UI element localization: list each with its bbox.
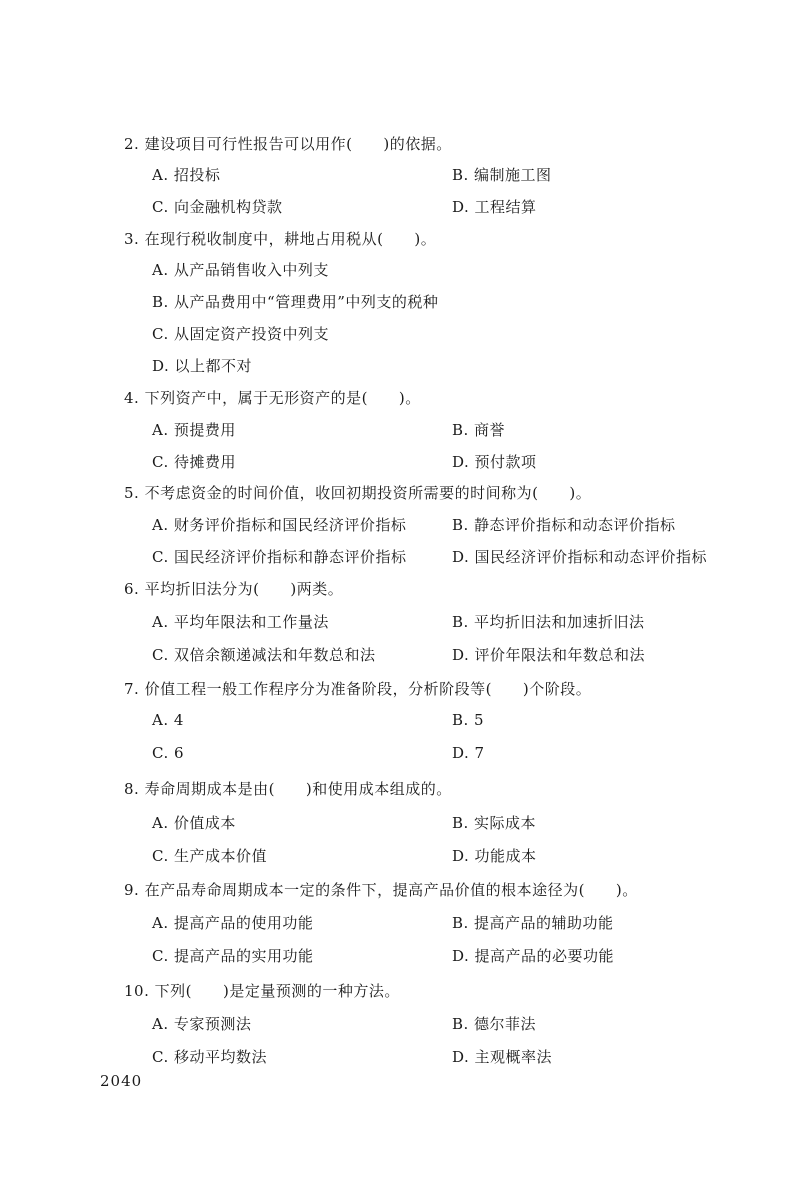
question-10-option-d: D. 主观概率法 — [452, 1048, 553, 1066]
question-7-option-d: D. 7 — [452, 744, 485, 762]
question-9-option-d: D. 提高产品的必要功能 — [452, 947, 615, 965]
question-3-option-d: D. 以上都不对 — [152, 357, 253, 375]
question-5-option-b: B. 静态评价指标和动态评价指标 — [452, 516, 676, 534]
question-3-option-b: B. 从产品费用中“管理费用”中列支的税种 — [152, 293, 439, 311]
question-4-option-a: A. 预提费用 — [152, 421, 236, 439]
question-7-option-c: C. 6 — [152, 744, 185, 762]
question-8-option-d: D. 功能成本 — [452, 847, 537, 865]
question-8-option-c: C. 生产成本价值 — [152, 847, 267, 865]
question-3-option-a: A. 从产品销售收入中列支 — [152, 261, 329, 279]
question-2-option-d: D. 工程结算 — [452, 198, 537, 216]
question-10-option-c: C. 移动平均数法 — [152, 1048, 267, 1066]
question-3-stem: 3. 在现行税收制度中，耕地占用税从( )。 — [124, 230, 437, 248]
question-7-option-b: B. 5 — [452, 711, 485, 729]
question-10-option-b: B. 德尔菲法 — [452, 1015, 537, 1033]
question-2-option-a: A. 招投标 — [152, 166, 221, 184]
question-4-stem: 4. 下列资产中，属于无形资产的是( )。 — [124, 389, 421, 407]
question-6-option-c: C. 双倍余额递减法和年数总和法 — [152, 646, 376, 664]
question-2-option-b: B. 编制施工图 — [452, 166, 552, 184]
question-8-stem: 8. 寿命周期成本是由( )和使用成本组成的。 — [124, 780, 452, 798]
question-2-stem: 2. 建设项目可行性报告可以用作( )的依据。 — [124, 135, 452, 153]
question-5-option-c: C. 国民经济评价指标和静态评价指标 — [152, 548, 407, 566]
question-5-option-d: D. 国民经济评价指标和动态评价指标 — [452, 548, 708, 566]
question-10-option-a: A. 专家预测法 — [152, 1015, 252, 1033]
page-number: 2040 — [100, 1072, 143, 1090]
question-8-option-b: B. 实际成本 — [452, 814, 537, 832]
question-4-option-d: D. 预付款项 — [452, 453, 537, 471]
question-6-option-b: B. 平均折旧法和加速折旧法 — [452, 613, 645, 631]
question-2-option-c: C. 向金融机构贷款 — [152, 198, 283, 216]
question-6-option-a: A. 平均年限法和工作量法 — [152, 613, 329, 631]
question-7-option-a: A. 4 — [152, 711, 184, 729]
question-9-option-b: B. 提高产品的辅助功能 — [452, 914, 614, 932]
question-9-stem: 9. 在产品寿命周期成本一定的条件下，提高产品价值的根本途径为( )。 — [124, 881, 638, 899]
question-4-option-b: B. 商誉 — [452, 421, 506, 439]
question-5-stem: 5. 不考虑资金的时间价值，收回初期投资所需要的时间称为( )。 — [124, 484, 592, 502]
question-9-option-a: A. 提高产品的使用功能 — [152, 914, 314, 932]
question-8-option-a: A. 价值成本 — [152, 814, 236, 832]
question-10-stem: 10. 下列( )是定量预测的一种方法。 — [124, 982, 400, 1000]
question-7-stem: 7. 价值工程一般工作程序分为准备阶段，分析阶段等( )个阶段。 — [124, 680, 592, 698]
question-5-option-a: A. 财务评价指标和国民经济评价指标 — [152, 516, 407, 534]
question-4-option-c: C. 待摊费用 — [152, 453, 236, 471]
question-9-option-c: C. 提高产品的实用功能 — [152, 947, 314, 965]
question-6-stem: 6. 平均折旧法分为( )两类。 — [124, 580, 344, 598]
question-3-option-c: C. 从固定资产投资中列支 — [152, 325, 329, 343]
question-6-option-d: D. 评价年限法和年数总和法 — [452, 646, 646, 664]
